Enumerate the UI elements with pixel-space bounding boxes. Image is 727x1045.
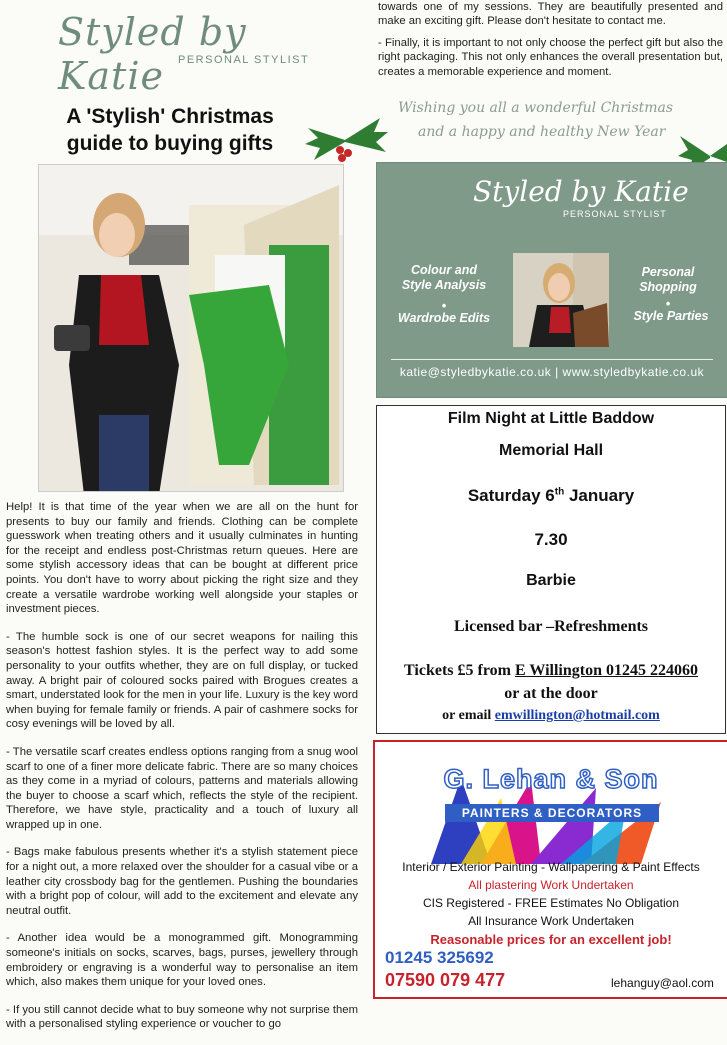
lehan-phone-2: 07590 079 477 (385, 970, 506, 990)
lehan-estimates: CIS Registered - FREE Estimates No Obligation (422, 896, 680, 910)
headline-line-1: A 'Stylish' Christmas (66, 105, 274, 128)
greeting-line-1: Wishing you all a wonderful Christmas (398, 100, 674, 116)
ad-personal-shopping: Personal Shopping (639, 265, 697, 294)
film-tickets (377, 662, 725, 680)
christmas-greeting (398, 96, 698, 144)
styled-by-katie-logo: Styled by Katie (58, 10, 247, 98)
ad-logo-subtitle: PERSONAL STYLIST (563, 209, 667, 219)
lehan-phone-1: 01245 325692 (385, 948, 494, 967)
ad-logo: Styled by Katie (473, 175, 689, 208)
continued-paragraph-2: - Finally, it is important to not only choose the perfect gift but also the right packaging. This not only enhances the overall presentation but, creates a memorable experience and moment. (378, 36, 723, 78)
lehan-plastering: All plastering Work Undertaken (468, 878, 634, 892)
film-bar: Licensed bar –Refreshments (453, 618, 649, 635)
lehan-painters-ad (373, 740, 727, 999)
film-time: 7.30 (534, 530, 568, 549)
lehan-banner: PAINTERS & DECORATORS (445, 804, 659, 822)
paragraph-monogram: - Another idea would be a monogrammed gift. Monogramming someone's initials on socks, scarves, bags, purses, jewellery through embroidery or engraving is a wonderful way to personalise an item which, also makes them unique for your loved ones. (6, 932, 358, 989)
film-title-line-2: Memorial Hall (498, 442, 604, 459)
article-continued (378, 0, 723, 86)
film-email-link[interactable]: emwillington@hotmail.com (494, 708, 660, 723)
stylist-scarf-photo (39, 165, 343, 491)
paragraph-bags: - Bags make fabulous presents whether it's a stylish statement piece for a night out, a more relaxed over the shoulder for a casual vibe or a leather city crossbody bag for the gentlemen. Pushing the boundaries with a bright pop of colour, will add to the excitement and elevate any neutral outfit. (6, 846, 358, 917)
ad-contact-footer: katie@styledbykatie.co.uk | www.styledbykatie.co.uk (399, 365, 705, 379)
continued-paragraph-1: towards one of my sessions. They are beautifully presented and make an exciting gift. Please don't hesitate to contact me. (378, 1, 723, 28)
film-name: Barbie (526, 572, 576, 589)
ad-bullet: • (441, 299, 447, 313)
film-date-prefix: Saturday 6 (467, 486, 555, 505)
ad-divider (391, 359, 713, 360)
film-date (377, 486, 725, 506)
film-date-suffix: January (564, 486, 635, 505)
lehan-slogan: Reasonable prices for an excellent job! (430, 932, 672, 947)
film-night-notice (376, 405, 726, 734)
ad-colour-style-analysis: Colour and Style Analysis (401, 263, 487, 292)
film-tickets-contact: E Willington 01245 224060 (514, 662, 698, 679)
film-title-line-1: Film Night at Little Baddow (447, 410, 655, 427)
article-photo (38, 164, 344, 492)
lehan-company-name: G. Lehan & Son (443, 764, 659, 794)
headline-line-2: guide to buying gifts (66, 132, 274, 155)
paragraph-socks: - The humble sock is one of our secret weapons for nailing this season's hottest fashion styles. It is the perfect way to add some personality to your outfits whether, they are on full display, or tucked away. A bright pair of coloured socks paired with Brogues creates a smart, understated look for the men in your life. Luxury is the key word when buying for female family or friends. A pair of cashmere socks for cosy evenings will be loved by all. (6, 630, 358, 731)
article-body (6, 500, 358, 1045)
styled-by-katie-ad (376, 162, 727, 398)
logo-subtitle: PERSONAL STYLIST (178, 54, 310, 66)
ad-wardrobe-edits: Wardrobe Edits (397, 311, 491, 325)
greeting-line-2: and a happy and healthy New Year (418, 124, 666, 140)
paragraph-intro: Help! It is that time of the year when we are all on the hunt for presents to buy our family and friends. Clothing can be complete guesswork when treating others and it usually culminates in hunting for the receipt and endless post-Christmas return queues. Here are some stylish accessory ideas that can be bought at different price points. You don't have to worry about picking the right size and they create a versatile wardrobe working well alongside your staples or investment pieces. (6, 501, 358, 616)
article-headline (40, 103, 300, 157)
lehan-insurance: All Insurance Work Undertaken (468, 914, 634, 928)
film-door: or at the door (504, 685, 598, 702)
ad-bullet: • (665, 297, 671, 311)
ad-photo (513, 253, 609, 347)
film-email-line (377, 708, 725, 724)
ad-style-parties: Style Parties (633, 309, 709, 323)
lehan-email[interactable]: lehanguy@aol.com (611, 976, 714, 990)
paragraph-voucher: - If you still cannot decide what to buy someone why not surprise them with a personalised styling experience or voucher to go (6, 1003, 358, 1031)
film-tickets-prefix: Tickets £5 from (404, 662, 515, 679)
paragraph-scarf: - The versatile scarf creates endless options ranging from a snug wool scarf to one of a finer more delicate fabric. There are so many choices as they come in a myriad of colours, patterns and materials allowing the buyer to choose a scarf which, reflects the style of the recipient. Therefore, we have style, practicality and a touch of luxury all wrapped up in one. (6, 745, 358, 831)
lehan-services: Interior / Exterior Painting - Wallpapering & Paint Effects (402, 860, 700, 874)
film-email-prefix: or email (442, 708, 495, 723)
film-date-ordinal: th (554, 486, 565, 498)
